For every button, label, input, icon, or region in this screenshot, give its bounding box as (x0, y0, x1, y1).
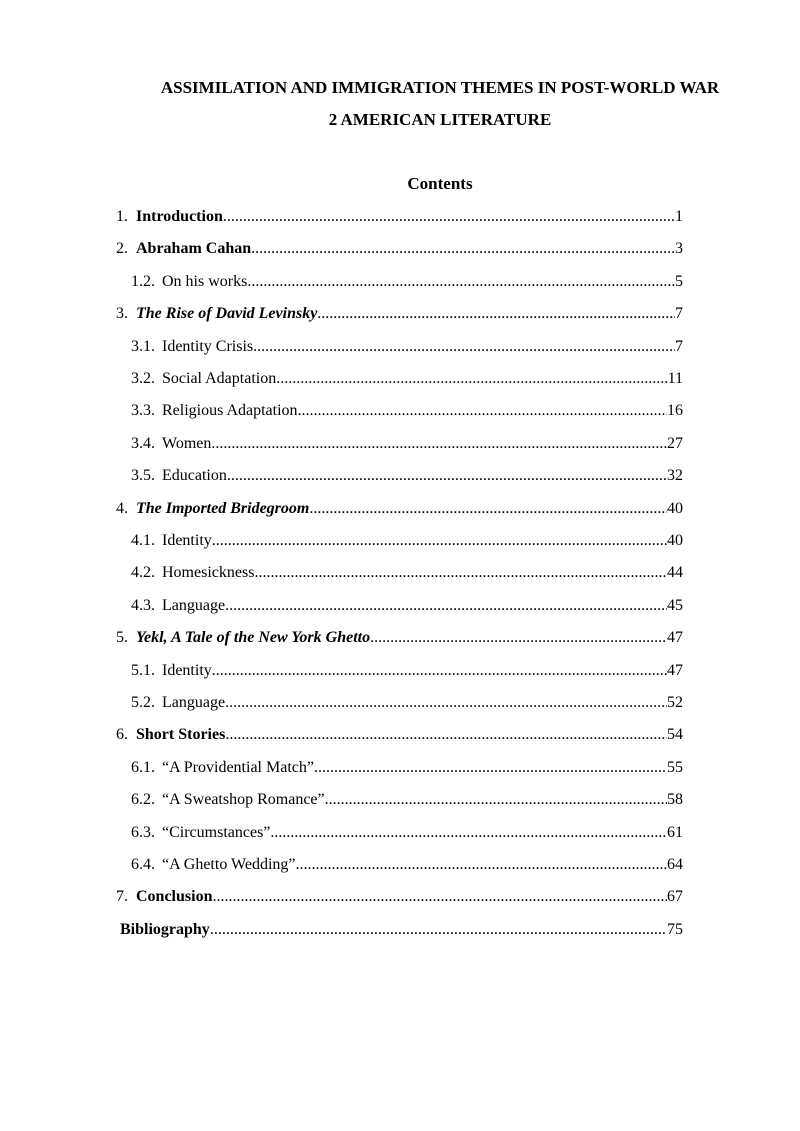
toc-entry[interactable] (131, 752, 683, 784)
toc-entry-number: 4.1. (131, 532, 155, 549)
document-title (100, 72, 780, 136)
toc-entry-page: 7 (675, 337, 683, 355)
toc-leader-dots (225, 719, 667, 751)
toc-entry-page: 64 (667, 856, 683, 873)
toc-entry-page: 58 (667, 791, 683, 809)
toc-entry[interactable] (116, 201, 683, 233)
toc-leader-dots (225, 590, 667, 622)
toc-leader-dots (296, 849, 668, 881)
toc-entry-number: 4.3. (131, 596, 155, 614)
toc-entry-page: 52 (667, 694, 683, 711)
toc-leader-dots (211, 428, 667, 460)
toc-entry[interactable] (131, 687, 683, 719)
toc-entry[interactable] (131, 817, 683, 849)
toc-entry-label: The Imported Bridegroom (136, 499, 310, 517)
toc-entry-number: 1.2. (131, 272, 155, 290)
toc-leader-dots (212, 655, 667, 687)
toc-entry-page: 47 (667, 661, 683, 679)
toc-entry-label: “A Ghetto Wedding” (162, 856, 296, 873)
toc-entry-page: 32 (667, 467, 683, 485)
toc-entry-page: 27 (667, 434, 683, 452)
toc-entry-label: Religious Adaptation (162, 402, 298, 420)
toc-entry-number: 5.2. (131, 694, 155, 711)
toc-leader-dots (223, 201, 675, 233)
toc-entry-label: Language (162, 694, 226, 711)
toc-entry-label: Conclusion (136, 888, 213, 906)
toc-entry-number: 6.3. (131, 823, 155, 841)
toc-entry-number: 3.2. (131, 370, 155, 387)
toc-entry-label: Identity (162, 661, 212, 679)
toc-entry-label: “A Sweatshop Romance” (162, 791, 325, 809)
toc-entry-page: 67 (667, 888, 683, 906)
toc-leader-dots (309, 493, 667, 525)
toc-entry-label: “Circumstances” (162, 823, 271, 841)
contents-heading: Contents (407, 174, 473, 193)
title-line-1: ASSIMILATION AND IMMIGRATION THEMES IN POST-WORLD WAR (160, 78, 720, 97)
toc-entry-label: Short Stories (136, 726, 226, 744)
toc-entry-number: 5.1. (131, 661, 155, 679)
toc-entry[interactable] (116, 719, 683, 751)
toc-entry[interactable] (131, 460, 683, 492)
toc-entry-page: 44 (667, 564, 683, 582)
toc-leader-dots (251, 233, 675, 265)
toc-entry-label: Social Adaptation (162, 370, 277, 387)
toc-entry-number: 1. (116, 208, 128, 225)
toc-leader-dots (298, 395, 667, 427)
toc-entry-number: 5. (116, 629, 128, 647)
toc-leader-dots (317, 298, 675, 330)
toc-entry-label: Women (162, 434, 212, 452)
toc-leader-dots (370, 622, 667, 654)
toc-entry-label: The Rise of David Levinsky (136, 305, 318, 323)
toc-entry-number: 3. (116, 305, 128, 323)
toc-entry-number: 6. (116, 726, 128, 744)
toc-entry-page: 47 (667, 629, 683, 647)
toc-entry-number: 3.3. (131, 402, 155, 420)
toc-entry[interactable] (116, 881, 683, 913)
toc-entry-page: 75 (667, 920, 683, 938)
toc-entry-page: 7 (675, 305, 683, 323)
toc-entry-number: 3.5. (131, 467, 155, 485)
toc-entry-page: 1 (675, 208, 683, 225)
toc-entry-number: 6.1. (131, 758, 155, 776)
toc-entry-page: 16 (667, 402, 683, 420)
toc-leader-dots (247, 266, 675, 298)
toc-entry[interactable] (131, 395, 683, 427)
toc-entry-number: 3.1. (131, 337, 155, 355)
toc-entry-page: 40 (667, 499, 683, 517)
toc-entry[interactable] (116, 298, 683, 330)
toc-entry-number: 4.2. (131, 564, 155, 582)
toc-entry-label: Abraham Cahan (136, 240, 252, 258)
toc-leader-dots (212, 525, 667, 557)
toc-entry-number: 7. (116, 888, 128, 906)
toc-entry-label: Bibliography (120, 920, 210, 938)
toc-entry[interactable] (116, 233, 683, 265)
toc-entry-label: Introduction (136, 208, 223, 225)
toc-leader-dots (227, 460, 667, 492)
toc-entry-page: 3 (675, 240, 683, 258)
toc-entry[interactable] (131, 525, 683, 557)
toc-entry-label: Identity (162, 532, 212, 549)
toc-entry-label: On his works (162, 272, 248, 290)
toc-entry-number: 6.4. (131, 856, 155, 873)
toc-leader-dots (314, 752, 667, 784)
toc-leader-dots (254, 557, 667, 589)
toc-leader-dots (325, 784, 667, 816)
toc-entry-label: Yekl, A Tale of the New York Ghetto (136, 629, 371, 647)
toc-leader-dots (276, 363, 667, 395)
toc-leader-dots (253, 331, 675, 363)
toc-entry[interactable] (131, 266, 683, 298)
toc-entry[interactable] (131, 363, 683, 395)
toc-entry[interactable] (120, 914, 683, 946)
toc-entry[interactable] (131, 784, 683, 816)
toc-leader-dots (212, 881, 667, 913)
toc-entry[interactable] (131, 590, 683, 622)
title-line-2: 2 AMERICAN LITERATURE (328, 110, 552, 129)
toc-entry-label: Education (162, 467, 227, 485)
toc-entry[interactable] (131, 849, 683, 881)
toc-entry-label: Language (162, 596, 226, 614)
toc-leader-dots (225, 687, 667, 719)
toc-entry-page: 55 (667, 758, 683, 776)
toc-entry-page: 54 (667, 726, 683, 744)
toc-entry-page: 61 (667, 823, 683, 841)
toc-entry-page: 5 (675, 272, 683, 290)
toc-entry[interactable] (131, 655, 683, 687)
toc-entry-number: 4. (116, 499, 128, 517)
toc-entry[interactable] (131, 331, 683, 363)
toc-entry-label: “A Providential Match” (162, 758, 314, 776)
toc-entry-page: 40 (667, 532, 683, 549)
toc-entry-page: 45 (667, 596, 683, 614)
toc-leader-dots (270, 817, 667, 849)
toc-entry[interactable] (131, 428, 683, 460)
toc-entry-number: 6.2. (131, 791, 155, 809)
toc-entry-label: Identity Crisis (162, 337, 254, 355)
toc-entry-page: 11 (667, 370, 683, 387)
toc-entry[interactable] (116, 622, 683, 654)
toc-entry[interactable] (131, 557, 683, 589)
toc-entry-label: Homesickness (162, 564, 255, 582)
toc-entry[interactable] (116, 493, 683, 525)
toc-leader-dots (210, 914, 667, 946)
toc-entry-number: 2. (116, 240, 128, 258)
toc-entry-number: 3.4. (131, 434, 155, 452)
